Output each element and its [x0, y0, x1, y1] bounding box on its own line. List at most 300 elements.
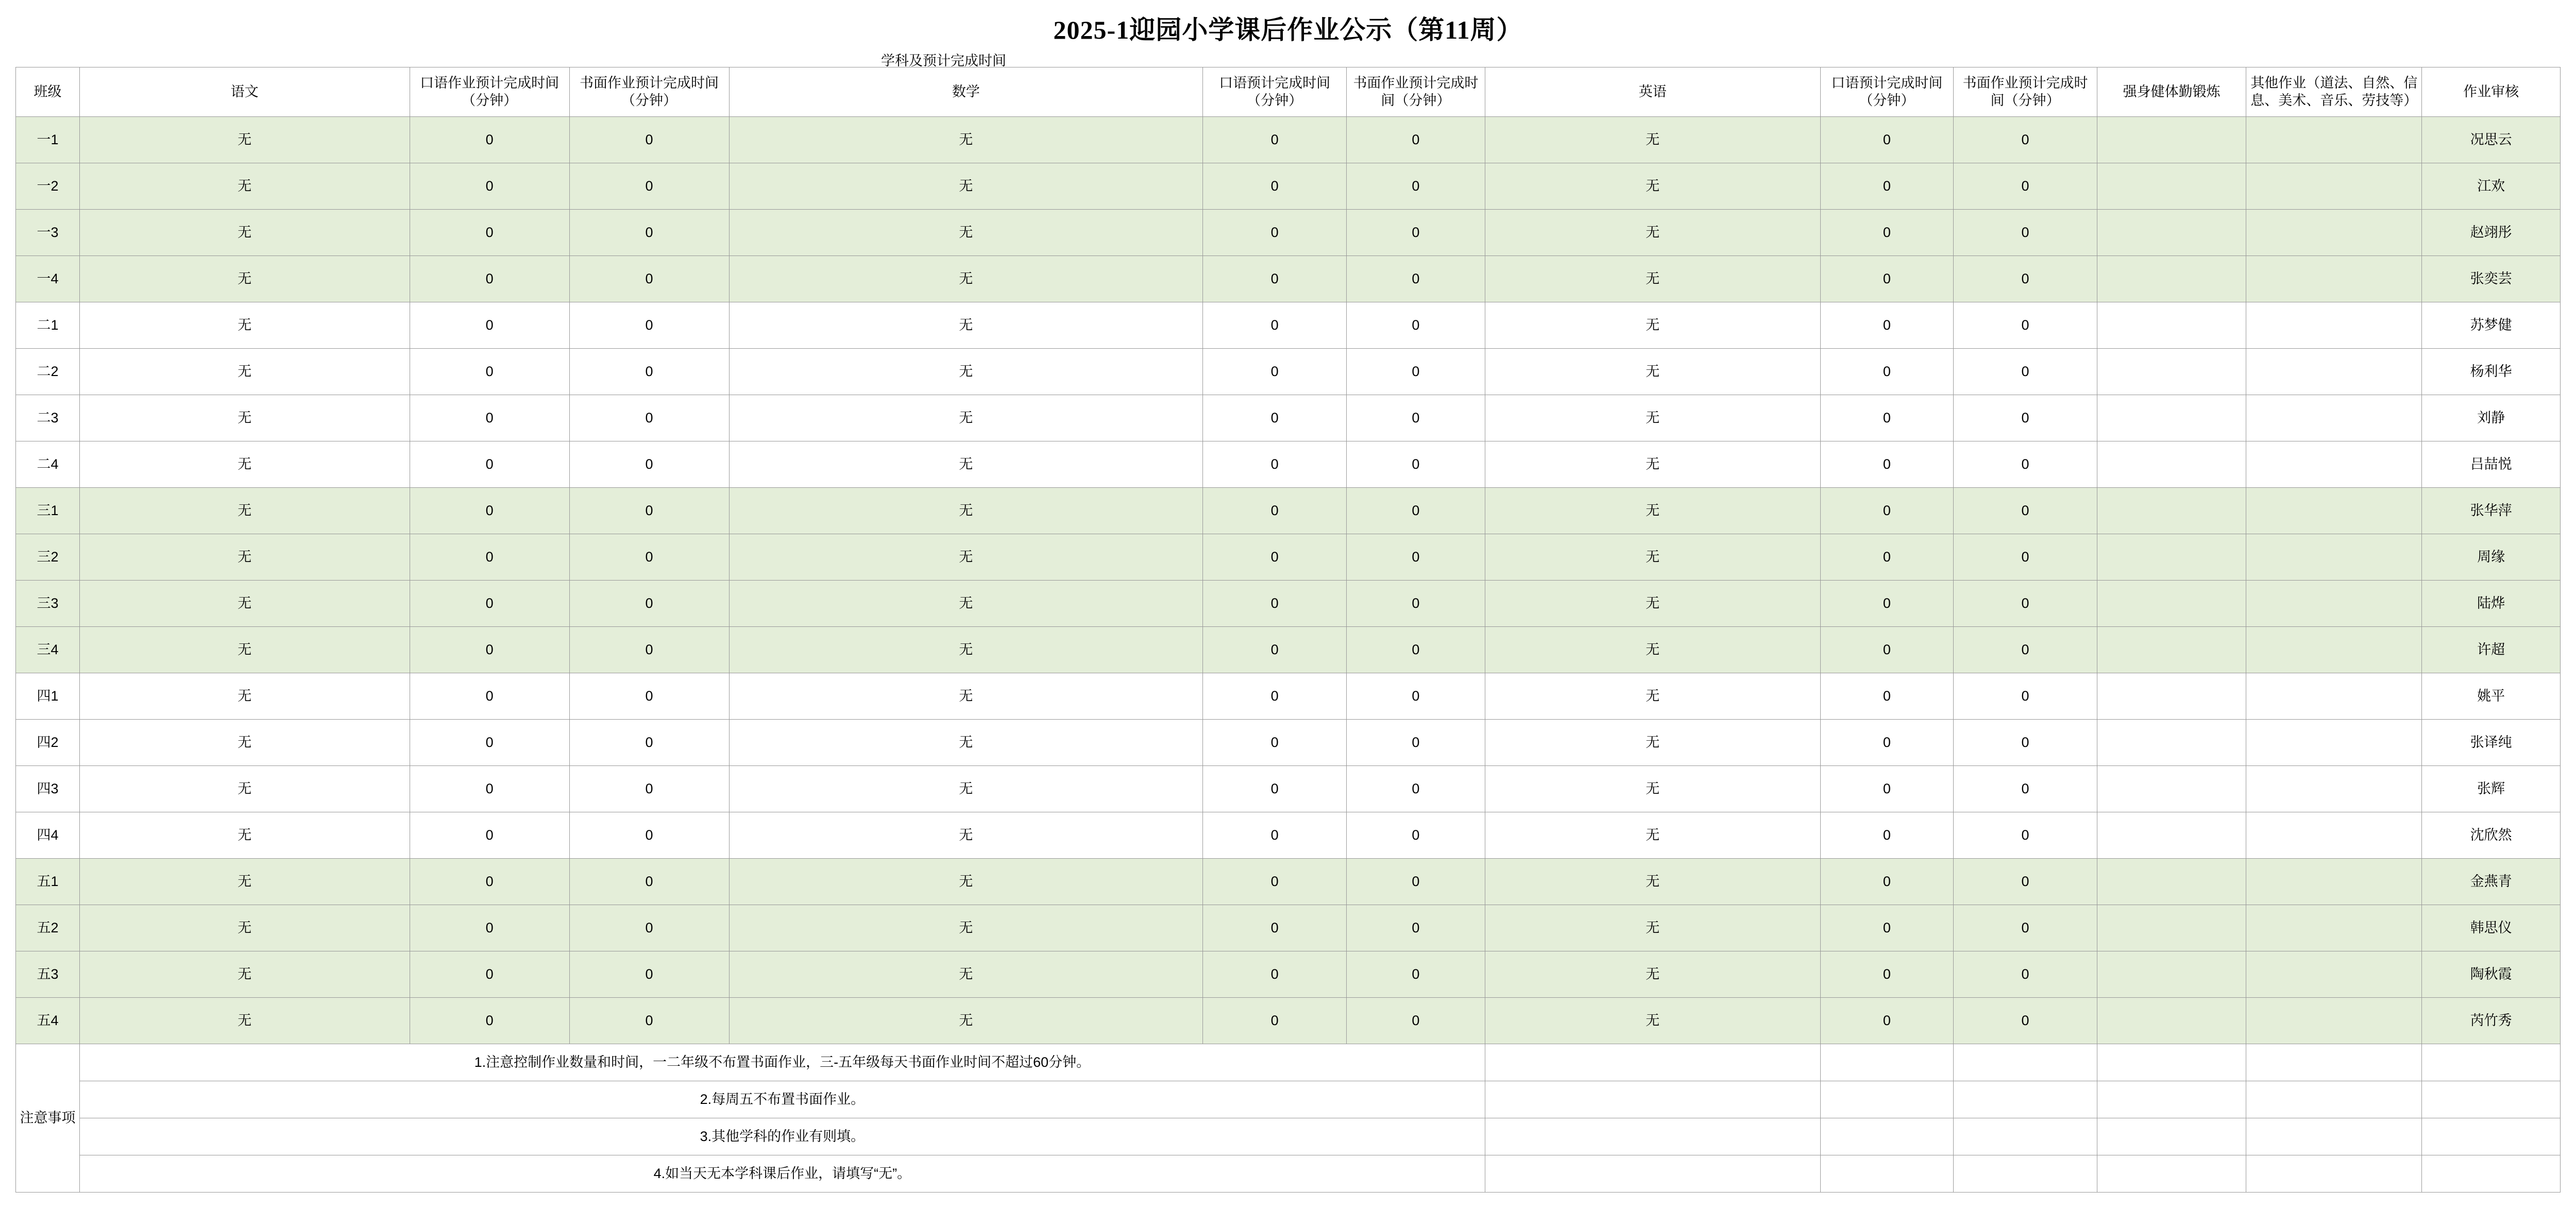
- notes-empty-cell: [2097, 1118, 2246, 1155]
- cell-chinese: 无: [79, 302, 410, 349]
- cell-english-written-minutes: 0: [1954, 163, 2097, 210]
- cell-chinese-oral-minutes: 0: [410, 627, 569, 673]
- cell-math: 无: [729, 951, 1203, 998]
- cell-math-written-minutes: 0: [1347, 210, 1485, 256]
- cell-english: 无: [1485, 859, 1820, 905]
- notes-empty-cell: [2097, 1081, 2246, 1118]
- cell-chinese-oral-minutes: 0: [410, 859, 569, 905]
- cell-chinese-oral-minutes: 0: [410, 812, 569, 859]
- cell-math: 无: [729, 627, 1203, 673]
- cell-class: 三1: [16, 488, 80, 534]
- notes-empty-cell: [2097, 1155, 2246, 1193]
- cell-math-oral-minutes: 0: [1203, 766, 1347, 812]
- table-row: [16, 163, 2561, 210]
- cell-review: 张译纯: [2422, 720, 2561, 766]
- cell-math-written-minutes: 0: [1347, 395, 1485, 441]
- notes-empty-cell: [1820, 1155, 1953, 1193]
- cell-chinese-written-minutes: 0: [569, 349, 729, 395]
- cell-english-oral-minutes: 0: [1820, 766, 1953, 812]
- cell-math-oral-minutes: 0: [1203, 627, 1347, 673]
- cell-physical-exercise: [2097, 673, 2246, 720]
- cell-review: 陆烨: [2422, 581, 2561, 627]
- cell-math-oral-minutes: 0: [1203, 210, 1347, 256]
- cell-class: 四2: [16, 720, 80, 766]
- notes-empty-cell: [1485, 1155, 1820, 1193]
- cell-english: 无: [1485, 905, 1820, 951]
- header-chinese-oral-minutes: 口语作业预计完成时间（分钟）: [410, 67, 569, 117]
- cell-math: 无: [729, 488, 1203, 534]
- cell-english: 无: [1485, 951, 1820, 998]
- cell-math-written-minutes: 0: [1347, 812, 1485, 859]
- cell-english-oral-minutes: 0: [1820, 302, 1953, 349]
- cell-chinese: 无: [79, 673, 410, 720]
- cell-english-written-minutes: 0: [1954, 395, 2097, 441]
- table-row: [16, 766, 2561, 812]
- cell-math-oral-minutes: 0: [1203, 488, 1347, 534]
- cell-chinese-written-minutes: 0: [569, 905, 729, 951]
- homework-table: [15, 67, 2561, 1193]
- cell-chinese: 无: [79, 951, 410, 998]
- cell-other-homework: [2246, 812, 2422, 859]
- cell-english-written-minutes: 0: [1954, 117, 2097, 163]
- cell-english-written-minutes: 0: [1954, 627, 2097, 673]
- cell-english-oral-minutes: 0: [1820, 395, 1953, 441]
- notes-row: [16, 1044, 2561, 1081]
- cell-physical-exercise: [2097, 534, 2246, 581]
- notes-empty-cell: [1485, 1118, 1820, 1155]
- cell-math-written-minutes: 0: [1347, 488, 1485, 534]
- cell-chinese: 无: [79, 581, 410, 627]
- cell-english-oral-minutes: 0: [1820, 534, 1953, 581]
- cell-chinese-written-minutes: 0: [569, 117, 729, 163]
- cell-chinese-oral-minutes: 0: [410, 905, 569, 951]
- cell-other-homework: [2246, 766, 2422, 812]
- table-row: [16, 441, 2561, 488]
- cell-english: 无: [1485, 117, 1820, 163]
- cell-math-written-minutes: 0: [1347, 117, 1485, 163]
- cell-chinese-oral-minutes: 0: [410, 395, 569, 441]
- cell-chinese: 无: [79, 812, 410, 859]
- cell-review: 况思云: [2422, 117, 2561, 163]
- cell-math-written-minutes: 0: [1347, 720, 1485, 766]
- cell-english-oral-minutes: 0: [1820, 812, 1953, 859]
- cell-english-written-minutes: 0: [1954, 302, 2097, 349]
- cell-chinese-oral-minutes: 0: [410, 488, 569, 534]
- cell-math-oral-minutes: 0: [1203, 581, 1347, 627]
- cell-chinese-oral-minutes: 0: [410, 951, 569, 998]
- page-title: 2025-1迎园小学课后作业公示（第11周）: [1053, 15, 1523, 44]
- cell-math-oral-minutes: 0: [1203, 998, 1347, 1044]
- table-row: [16, 720, 2561, 766]
- cell-english-written-minutes: 0: [1954, 951, 2097, 998]
- cell-chinese-written-minutes: 0: [569, 812, 729, 859]
- cell-english: 无: [1485, 256, 1820, 302]
- cell-review: 沈欣然: [2422, 812, 2561, 859]
- cell-english-written-minutes: 0: [1954, 441, 2097, 488]
- cell-review: 江欢: [2422, 163, 2561, 210]
- cell-physical-exercise: [2097, 905, 2246, 951]
- cell-review: 张奕芸: [2422, 256, 2561, 302]
- cell-class: 四4: [16, 812, 80, 859]
- cell-math-oral-minutes: 0: [1203, 441, 1347, 488]
- cell-class: 五3: [16, 951, 80, 998]
- table-row: [16, 581, 2561, 627]
- cell-math: 无: [729, 210, 1203, 256]
- table-row: [16, 395, 2561, 441]
- cell-class: 五1: [16, 859, 80, 905]
- cell-english: 无: [1485, 395, 1820, 441]
- cell-physical-exercise: [2097, 441, 2246, 488]
- cell-chinese: 无: [79, 534, 410, 581]
- cell-chinese: 无: [79, 349, 410, 395]
- cell-other-homework: [2246, 441, 2422, 488]
- cell-math-oral-minutes: 0: [1203, 117, 1347, 163]
- cell-math: 无: [729, 859, 1203, 905]
- cell-math-oral-minutes: 0: [1203, 302, 1347, 349]
- cell-english-written-minutes: 0: [1954, 998, 2097, 1044]
- subtitle-row: [15, 48, 2561, 67]
- cell-chinese-written-minutes: 0: [569, 627, 729, 673]
- cell-english-written-minutes: 0: [1954, 905, 2097, 951]
- header-review: 作业审核: [2422, 67, 2561, 117]
- cell-english: 无: [1485, 627, 1820, 673]
- cell-math: 无: [729, 256, 1203, 302]
- cell-english: 无: [1485, 581, 1820, 627]
- cell-english-written-minutes: 0: [1954, 859, 2097, 905]
- cell-class: 四1: [16, 673, 80, 720]
- header-chinese-written-minutes: 书面作业预计完成时间（分钟）: [569, 67, 729, 117]
- cell-review: 张辉: [2422, 766, 2561, 812]
- table-row: [16, 859, 2561, 905]
- cell-chinese-oral-minutes: 0: [410, 349, 569, 395]
- cell-chinese-oral-minutes: 0: [410, 534, 569, 581]
- table-header: [16, 67, 2561, 117]
- cell-other-homework: [2246, 581, 2422, 627]
- header-chinese: 语文: [79, 67, 410, 117]
- notes-empty-cell: [2246, 1118, 2422, 1155]
- notes-row: [16, 1081, 2561, 1118]
- cell-english-oral-minutes: 0: [1820, 905, 1953, 951]
- cell-math: 无: [729, 998, 1203, 1044]
- cell-chinese: 无: [79, 441, 410, 488]
- header-math-oral-minutes: 口语预计完成时间（分钟）: [1203, 67, 1347, 117]
- cell-class: 二3: [16, 395, 80, 441]
- notes-empty-cell: [2246, 1155, 2422, 1193]
- cell-chinese: 无: [79, 720, 410, 766]
- cell-class: 四3: [16, 766, 80, 812]
- cell-english-oral-minutes: 0: [1820, 117, 1953, 163]
- table-row: [16, 534, 2561, 581]
- cell-chinese: 无: [79, 488, 410, 534]
- cell-class: 一2: [16, 163, 80, 210]
- cell-class: 二1: [16, 302, 80, 349]
- cell-math-written-minutes: 0: [1347, 998, 1485, 1044]
- cell-physical-exercise: [2097, 488, 2246, 534]
- cell-physical-exercise: [2097, 859, 2246, 905]
- cell-review: 张华萍: [2422, 488, 2561, 534]
- cell-math-oral-minutes: 0: [1203, 720, 1347, 766]
- notes-label: 注意事项: [16, 1044, 80, 1193]
- notes-empty-cell: [2422, 1044, 2561, 1081]
- cell-other-homework: [2246, 673, 2422, 720]
- cell-other-homework: [2246, 163, 2422, 210]
- cell-chinese-written-minutes: 0: [569, 859, 729, 905]
- cell-chinese-written-minutes: 0: [569, 673, 729, 720]
- table-row: [16, 256, 2561, 302]
- cell-physical-exercise: [2097, 998, 2246, 1044]
- cell-chinese: 无: [79, 210, 410, 256]
- cell-physical-exercise: [2097, 951, 2246, 998]
- cell-chinese: 无: [79, 859, 410, 905]
- cell-review: 赵翊彤: [2422, 210, 2561, 256]
- cell-math: 无: [729, 581, 1203, 627]
- cell-math: 无: [729, 720, 1203, 766]
- cell-english-oral-minutes: 0: [1820, 349, 1953, 395]
- cell-physical-exercise: [2097, 302, 2246, 349]
- cell-english-written-minutes: 0: [1954, 488, 2097, 534]
- table-row: [16, 673, 2561, 720]
- cell-chinese-written-minutes: 0: [569, 581, 729, 627]
- cell-english-oral-minutes: 0: [1820, 581, 1953, 627]
- header-row: [16, 67, 2561, 117]
- notes-empty-cell: [2422, 1081, 2561, 1118]
- cell-math: 无: [729, 766, 1203, 812]
- cell-class: 二2: [16, 349, 80, 395]
- cell-english: 无: [1485, 812, 1820, 859]
- cell-math-oral-minutes: 0: [1203, 349, 1347, 395]
- cell-other-homework: [2246, 998, 2422, 1044]
- cell-review: 苏梦健: [2422, 302, 2561, 349]
- cell-review: 韩思仪: [2422, 905, 2561, 951]
- cell-math: 无: [729, 441, 1203, 488]
- cell-physical-exercise: [2097, 812, 2246, 859]
- table-row: [16, 905, 2561, 951]
- cell-class: 五4: [16, 998, 80, 1044]
- cell-english-written-minutes: 0: [1954, 812, 2097, 859]
- cell-chinese-written-minutes: 0: [569, 951, 729, 998]
- cell-math-written-minutes: 0: [1347, 951, 1485, 998]
- cell-physical-exercise: [2097, 349, 2246, 395]
- cell-review: 吕喆悦: [2422, 441, 2561, 488]
- cell-math: 无: [729, 349, 1203, 395]
- cell-chinese-written-minutes: 0: [569, 302, 729, 349]
- cell-review: 刘静: [2422, 395, 2561, 441]
- cell-english-oral-minutes: 0: [1820, 998, 1953, 1044]
- cell-english-oral-minutes: 0: [1820, 627, 1953, 673]
- cell-chinese: 无: [79, 998, 410, 1044]
- cell-chinese: 无: [79, 627, 410, 673]
- cell-review: 周缘: [2422, 534, 2561, 581]
- cell-other-homework: [2246, 534, 2422, 581]
- cell-math: 无: [729, 534, 1203, 581]
- cell-math-written-minutes: 0: [1347, 673, 1485, 720]
- cell-math-oral-minutes: 0: [1203, 812, 1347, 859]
- cell-math-oral-minutes: 0: [1203, 163, 1347, 210]
- cell-math-written-minutes: 0: [1347, 256, 1485, 302]
- cell-chinese-written-minutes: 0: [569, 488, 729, 534]
- cell-english: 无: [1485, 720, 1820, 766]
- cell-math: 无: [729, 117, 1203, 163]
- header-physical-exercise: 强身健体勤锻炼: [2097, 67, 2246, 117]
- header-english: 英语: [1485, 67, 1820, 117]
- table-row: [16, 349, 2561, 395]
- header-math: 数学: [729, 67, 1203, 117]
- subject-time-subtitle: 学科及预计完成时间: [881, 53, 1006, 69]
- cell-class: 一3: [16, 210, 80, 256]
- header-math-written-minutes: 书面作业预计完成时间（分钟）: [1347, 67, 1485, 117]
- cell-chinese-oral-minutes: 0: [410, 766, 569, 812]
- cell-other-homework: [2246, 627, 2422, 673]
- cell-class: 一4: [16, 256, 80, 302]
- cell-english-oral-minutes: 0: [1820, 256, 1953, 302]
- cell-math-written-minutes: 0: [1347, 441, 1485, 488]
- cell-math-written-minutes: 0: [1347, 766, 1485, 812]
- cell-math: 无: [729, 905, 1203, 951]
- cell-class: 二4: [16, 441, 80, 488]
- cell-math-written-minutes: 0: [1347, 349, 1485, 395]
- notes-empty-cell: [2422, 1155, 2561, 1193]
- cell-chinese-written-minutes: 0: [569, 998, 729, 1044]
- cell-chinese-oral-minutes: 0: [410, 441, 569, 488]
- cell-chinese-oral-minutes: 0: [410, 117, 569, 163]
- cell-math: 无: [729, 812, 1203, 859]
- cell-english: 无: [1485, 210, 1820, 256]
- table-body: [16, 117, 2561, 1044]
- cell-other-homework: [2246, 395, 2422, 441]
- cell-chinese-written-minutes: 0: [569, 256, 729, 302]
- cell-chinese-oral-minutes: 0: [410, 210, 569, 256]
- cell-english-oral-minutes: 0: [1820, 488, 1953, 534]
- note-item: 1.注意控制作业数量和时间，一二年级不布置书面作业，三-五年级每天书面作业时间不超过60分钟。: [79, 1044, 1485, 1081]
- notes-row: [16, 1118, 2561, 1155]
- table-row: [16, 210, 2561, 256]
- cell-class: 五2: [16, 905, 80, 951]
- cell-english-written-minutes: 0: [1954, 534, 2097, 581]
- notes-empty-cell: [1485, 1081, 1820, 1118]
- cell-english: 无: [1485, 534, 1820, 581]
- notes-empty-cell: [1954, 1081, 2097, 1118]
- cell-english-written-minutes: 0: [1954, 210, 2097, 256]
- cell-math: 无: [729, 395, 1203, 441]
- cell-math-written-minutes: 0: [1347, 163, 1485, 210]
- notes-empty-cell: [1820, 1044, 1953, 1081]
- cell-english-oral-minutes: 0: [1820, 441, 1953, 488]
- cell-math-oral-minutes: 0: [1203, 673, 1347, 720]
- table-row: [16, 627, 2561, 673]
- cell-class: 一1: [16, 117, 80, 163]
- cell-review: 许超: [2422, 627, 2561, 673]
- table-row: [16, 812, 2561, 859]
- cell-chinese-written-minutes: 0: [569, 534, 729, 581]
- cell-review: 芮竹秀: [2422, 998, 2561, 1044]
- cell-math-written-minutes: 0: [1347, 302, 1485, 349]
- notes-empty-cell: [1820, 1118, 1953, 1155]
- cell-other-homework: [2246, 210, 2422, 256]
- notes-empty-cell: [2422, 1118, 2561, 1155]
- cell-math-written-minutes: 0: [1347, 859, 1485, 905]
- cell-chinese-oral-minutes: 0: [410, 998, 569, 1044]
- notes-empty-cell: [1820, 1081, 1953, 1118]
- cell-math-written-minutes: 0: [1347, 905, 1485, 951]
- cell-chinese: 无: [79, 766, 410, 812]
- note-item: 4.如当天无本学科课后作业，请填写“无”。: [79, 1155, 1485, 1193]
- cell-math-oral-minutes: 0: [1203, 395, 1347, 441]
- table-footer: [16, 1044, 2561, 1193]
- cell-chinese: 无: [79, 117, 410, 163]
- cell-review: 姚平: [2422, 673, 2561, 720]
- cell-other-homework: [2246, 256, 2422, 302]
- cell-english: 无: [1485, 349, 1820, 395]
- header-english-oral-minutes: 口语预计完成时间（分钟）: [1820, 67, 1953, 117]
- cell-physical-exercise: [2097, 256, 2246, 302]
- cell-class: 三3: [16, 581, 80, 627]
- cell-english-oral-minutes: 0: [1820, 210, 1953, 256]
- cell-math-written-minutes: 0: [1347, 581, 1485, 627]
- cell-other-homework: [2246, 905, 2422, 951]
- cell-math-oral-minutes: 0: [1203, 534, 1347, 581]
- cell-chinese-oral-minutes: 0: [410, 256, 569, 302]
- cell-chinese-written-minutes: 0: [569, 720, 729, 766]
- notes-empty-cell: [2097, 1044, 2246, 1081]
- cell-chinese-written-minutes: 0: [569, 163, 729, 210]
- notes-empty-cell: [1485, 1044, 1820, 1081]
- cell-english-oral-minutes: 0: [1820, 951, 1953, 998]
- cell-chinese-written-minutes: 0: [569, 766, 729, 812]
- header-other-homework: 其他作业（道法、自然、信息、美术、音乐、劳技等）: [2246, 67, 2422, 117]
- cell-chinese-oral-minutes: 0: [410, 720, 569, 766]
- cell-review: 金燕青: [2422, 859, 2561, 905]
- cell-other-homework: [2246, 859, 2422, 905]
- cell-chinese-oral-minutes: 0: [410, 302, 569, 349]
- cell-physical-exercise: [2097, 117, 2246, 163]
- cell-math: 无: [729, 163, 1203, 210]
- cell-english-written-minutes: 0: [1954, 581, 2097, 627]
- cell-english-oral-minutes: 0: [1820, 859, 1953, 905]
- cell-math-oral-minutes: 0: [1203, 905, 1347, 951]
- cell-physical-exercise: [2097, 627, 2246, 673]
- cell-math-written-minutes: 0: [1347, 534, 1485, 581]
- cell-chinese: 无: [79, 256, 410, 302]
- cell-math-oral-minutes: 0: [1203, 951, 1347, 998]
- cell-physical-exercise: [2097, 395, 2246, 441]
- cell-english-written-minutes: 0: [1954, 349, 2097, 395]
- cell-other-homework: [2246, 720, 2422, 766]
- cell-physical-exercise: [2097, 581, 2246, 627]
- cell-english-oral-minutes: 0: [1820, 163, 1953, 210]
- cell-english-oral-minutes: 0: [1820, 673, 1953, 720]
- table-row: [16, 488, 2561, 534]
- note-item: 2.每周五不布置书面作业。: [79, 1081, 1485, 1118]
- cell-english: 无: [1485, 998, 1820, 1044]
- cell-chinese-written-minutes: 0: [569, 441, 729, 488]
- cell-chinese-written-minutes: 0: [569, 395, 729, 441]
- notes-empty-cell: [2246, 1044, 2422, 1081]
- cell-english-written-minutes: 0: [1954, 766, 2097, 812]
- cell-english: 无: [1485, 163, 1820, 210]
- cell-other-homework: [2246, 951, 2422, 998]
- cell-math-written-minutes: 0: [1347, 627, 1485, 673]
- cell-chinese-oral-minutes: 0: [410, 673, 569, 720]
- cell-physical-exercise: [2097, 766, 2246, 812]
- cell-physical-exercise: [2097, 163, 2246, 210]
- cell-english-oral-minutes: 0: [1820, 720, 1953, 766]
- cell-math: 无: [729, 673, 1203, 720]
- note-item: 3.其他学科的作业有则填。: [79, 1118, 1485, 1155]
- notes-empty-cell: [1954, 1155, 2097, 1193]
- cell-chinese-oral-minutes: 0: [410, 581, 569, 627]
- cell-physical-exercise: [2097, 210, 2246, 256]
- header-english-written-minutes: 书面作业预计完成时间（分钟）: [1954, 67, 2097, 117]
